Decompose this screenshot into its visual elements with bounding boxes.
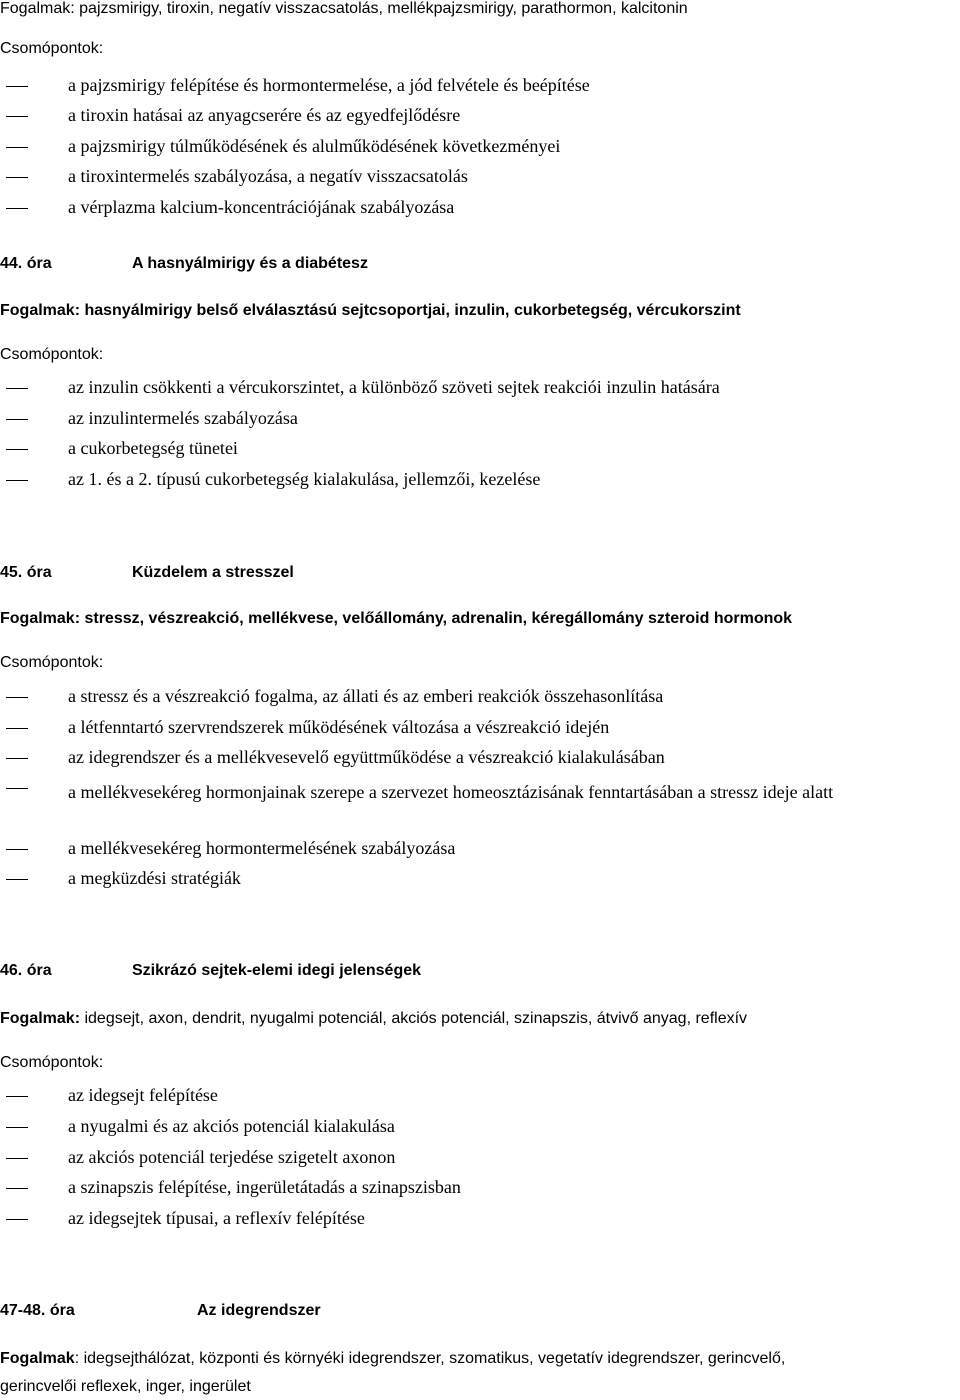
intro-csomopontok-label: Csomópontok: [0,40,104,57]
list-item-text: a stressz és a vészreakció fogalma, az állati és az emberi reakciók összehasonlítása [68,686,664,706]
lesson-number: 46. óra [0,962,52,979]
dash-bullet [6,116,28,117]
list-item-text: a mellékvesekéreg hormontermelésének szabályozása [68,838,456,858]
dash-bullet [6,480,28,481]
lesson-title: A hasnyálmirigy és a diabétesz [132,255,368,272]
dash-bullet [6,177,28,178]
lesson-title: Küzdelem a stresszel [132,564,294,581]
dash-bullet [6,697,28,698]
lesson-title: Az idegrendszer [197,1302,321,1319]
dash-bullet [6,449,28,450]
list-item-text: a mellékvesekéreg hormonjainak szerepe a szervezet homeosztázisának fenntartásában a stressz ideje alatt [68,782,834,802]
dash-bullet [6,879,28,880]
csomopontok-label: Csomópontok: [0,346,104,363]
fogalmak-text: pajzsmirigy, tiroxin, negatív visszacsatolás, mellékpajzsmirigy, parathormon, kalcitonin [74,0,688,17]
lesson-number: 47-48. óra [0,1302,75,1319]
lesson-number: 45. óra [0,564,52,581]
dash-bullet [6,1127,28,1128]
csomopontok-label: Csomópontok: [0,654,104,671]
dash-bullet [6,86,28,87]
dash-bullet [6,1219,28,1220]
fogalmak-line [0,1350,785,1368]
dash-bullet [6,208,28,209]
dash-bullet [6,728,28,729]
fogalmak-line: Fogalmak: hasnyálmirigy belső elválasztású sejtcsoportjai, inzulin, cukorbetegség, vércukorszint [0,302,741,319]
dash-bullet [6,1188,28,1189]
list-item-text: a cukorbetegség tünetei [68,438,238,458]
dash-bullet [6,788,28,789]
fogalmak-continuation: gerincvelői reflexek, inger, ingerület [0,1378,251,1395]
list-item-text: a pajzsmirigy felépítése és hormontermelése, a jód felvétele és beépítése [68,75,590,95]
list-item-text: az idegrendszer és a mellékvesevelő együttműködése a vészreakció kialakulásában [68,747,665,767]
list-item-text: a szinapszis felépítése, ingerületátadás a szinapszisban [68,1177,461,1197]
list-item-text: a tiroxintermelés szabályozása, a negatív visszacsatolás [68,166,468,186]
list-item-text: a létfenntartó szervrendszerek működésének változása a vészreakció idején [68,717,610,737]
dash-bullet [6,1096,28,1097]
list-item-text: a pajzsmirigy túlműködésének és alulműködésének következményei [68,136,561,156]
dash-bullet [6,147,28,148]
fogalmak-text: idegsejt, axon, dendrit, nyugalmi potenciál, akciós potenciál, szinapszis, átvivő anyag, reflexív [80,1010,748,1027]
list-item-text: a megküzdési stratégiák [68,868,241,888]
fogalmak-label: Fogalmak: [0,1010,81,1027]
list-item-text: az idegsejt felépítése [68,1085,218,1105]
dash-bullet [6,849,28,850]
fogalmak-label: Fogalmak: [0,0,75,17]
csomopontok-label: Csomópontok: [0,1054,104,1071]
intro-fogalmak [0,0,688,18]
dash-bullet [6,419,28,420]
lesson-number: 44. óra [0,255,52,272]
list-item-text: az 1. és a 2. típusú cukorbetegség kialakulása, jellemzői, kezelése [68,469,541,489]
fogalmak-line [0,1010,747,1028]
list-item-text: a nyugalmi és az akciós potenciál kialakulása [68,1116,395,1136]
list-item-text: az inzulin csökkenti a vércukorszintet, a különböző szöveti sejtek reakciói inzulin hatására [68,377,720,397]
list-item-text: a tiroxin hatásai az anyagcserére és az egyedfejlődésre [68,105,461,125]
list-item-text: az idegsejtek típusai, a reflexív felépítése [68,1208,365,1228]
list-item-text: az inzulintermelés szabályozása [68,408,298,428]
dash-bullet [6,1158,28,1159]
lesson-title: Szikrázó sejtek-elemi idegi jelenségek [132,962,422,979]
dash-bullet [6,388,28,389]
fogalmak-label: Fogalmak [0,1350,75,1367]
list-item-text: az akciós potenciál terjedése szigetelt axonon [68,1147,396,1167]
list-item-text: a vérplazma kalcium-koncentrációjának szabályozása [68,197,455,217]
dash-bullet [6,758,28,759]
fogalmak-text: : idegsejthálózat, központi és környéki idegrendszer, szomatikus, vegetatív idegrendszer, gerincvelő, [74,1350,786,1367]
fogalmak-line: Fogalmak: stressz, vészreakció, mellékvese, velőállomány, adrenalin, kéregállomány szteroid hormonok [0,610,793,627]
